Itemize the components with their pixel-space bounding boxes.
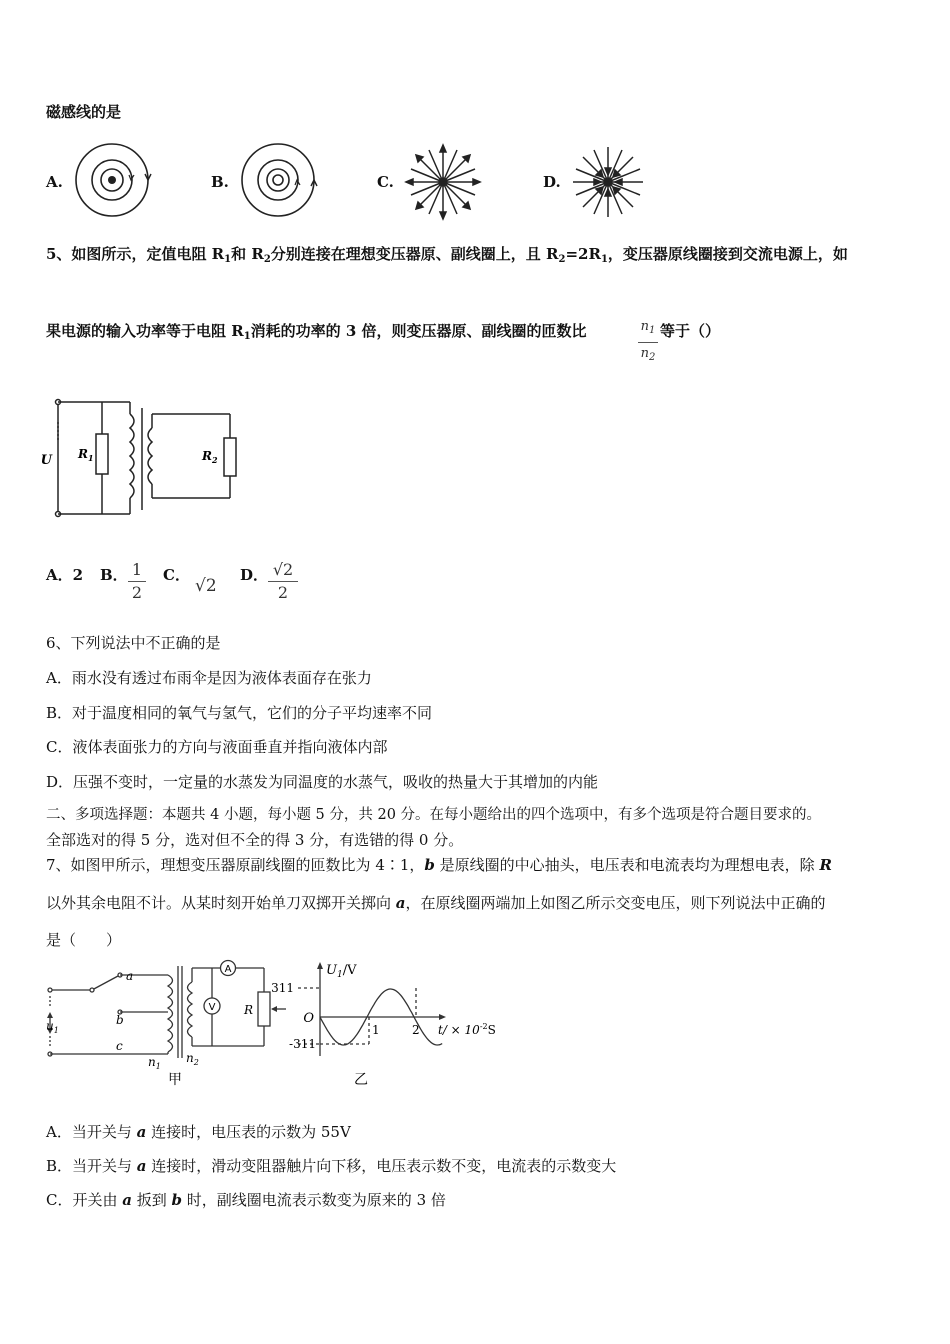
q4-option-b-label: B. xyxy=(211,173,229,191)
ammeter-icon: A xyxy=(224,964,232,975)
q5-answer-c-value: √2 xyxy=(195,576,217,596)
q5-answer-d-fraction: √2 2 xyxy=(268,560,298,603)
q7-option-c: C．开关由 a 扳到 b 时，副线圈电流表示数变为原来的 3 倍 xyxy=(46,1191,446,1209)
q7-graph-ymax-tick: 311 xyxy=(271,981,294,995)
q5-stem-tail: 等于（） xyxy=(660,322,721,340)
section2-instructions-line1: 二、多项选择题：本题共 4 小题，每小题 5 分，共 20 分。在每小题给出的四个选项中，有多个选项是符合题目要求的。 xyxy=(46,807,822,823)
q5-answer-a: A．2 xyxy=(46,566,84,584)
q7-fig-c-label: c xyxy=(116,1039,123,1053)
q5-turns-ratio-fraction: $n_1$ $n_2$ xyxy=(638,317,658,368)
q7-graph-ymin-tick: -311 xyxy=(289,1037,316,1051)
q5-fig-r1-label: $R_1$ xyxy=(78,447,94,463)
q7-stem-line2: 以外其余电阻不计。从某时刻开始单刀双掷开关掷向 a，在原线圈两端加上如图乙所示交变电压，则下列说法中正确的 xyxy=(46,894,826,912)
q7-graph-ylabel: $U_1/V$ xyxy=(326,963,357,980)
q4-stem-tail: 磁感线的是 xyxy=(46,103,122,121)
q5-answer-d-label: D． xyxy=(240,566,269,584)
q7-stem-line3: 是（ ） xyxy=(46,931,122,949)
q7-figure-jia-circuit xyxy=(40,960,300,1090)
q7-graph-tick-2: 2 xyxy=(412,1023,420,1037)
section2-instructions-line2: 全部选对的得 5 分，选对但不全的得 3 分，有选错的得 0 分。 xyxy=(46,831,464,849)
concentric-field-lines-icon-a xyxy=(70,140,160,222)
q7-fig-u1-label: $u_1$ xyxy=(46,1019,59,1035)
q5-fig-u-label: U xyxy=(40,453,52,468)
q5-transformer-circuit-diagram xyxy=(40,392,264,522)
q7-figure-jia-caption: 甲 xyxy=(168,1072,182,1088)
q5-stem-line1: 5、如图所示，定值电阻 $R_1$和 $R_2$分别连接在理想变压器原、副线圈上，且 $R_2=2R_1$，变压器原线圈接到交流电源上，如 xyxy=(46,245,848,265)
q7-fig-a-label: a xyxy=(126,969,134,983)
q6-option-d: D．压强不变时，一定量的水蒸发为同温度的水蒸气，吸收的热量大于其增加的内能 xyxy=(46,773,599,791)
q6-option-a: A．雨水没有透过布雨伞是因为液体表面存在张力 xyxy=(46,669,372,687)
q4-option-d-label: D. xyxy=(543,173,561,191)
q6-stem: 6、下列说法中不正确的是 xyxy=(46,634,221,652)
q5-answer-b-fraction: 1 2 xyxy=(128,560,146,603)
q7-graph-xlabel: $t/ \times 10^{-2}S$ xyxy=(438,1022,496,1037)
radial-field-lines-icon-c xyxy=(405,145,485,221)
radial-field-lines-icon-d xyxy=(570,145,650,221)
q7-fig-r-label: R xyxy=(244,1003,254,1017)
voltmeter-icon: V xyxy=(208,1002,216,1013)
q5-stem-line2: 果电源的输入功率等于电阻 $R_1$消耗的功率的 3 倍，则变压器原、副线圈的匝数比 xyxy=(46,322,587,342)
q5-fig-r2-label: $R_2$ xyxy=(202,449,218,465)
concentric-field-lines-icon-b xyxy=(236,140,326,222)
q4-option-a-label: A. xyxy=(46,173,63,191)
q7-stem-line1: 7、如图甲所示，理想变压器原副线圈的匝数比为 4∶1，b 是原线圈的中心抽头，电压表和电流表均为理想电表，除 R xyxy=(46,856,832,874)
q7-option-a: A．当开关与 a 连接时，电压表的示数为 55V xyxy=(46,1123,351,1141)
q7-figure-yi-voltage-graph xyxy=(271,960,510,1090)
q5-answer-c-label: C． xyxy=(163,566,190,584)
q7-option-b: B．当开关与 a 连接时，滑动变阻器触片向下移，电压表示数不变，电流表的示数变大 xyxy=(46,1157,617,1175)
q6-option-b: B．对于温度相同的氧气与氢气，它们的分子平均速率不同 xyxy=(46,704,433,722)
q7-fig-n1-label: $n_1$ xyxy=(148,1055,161,1071)
q7-graph-tick-1: 1 xyxy=(372,1023,380,1037)
q7-fig-b-label: b xyxy=(116,1013,124,1027)
q7-figure-yi-caption: 乙 xyxy=(354,1072,368,1088)
q7-graph-origin: O xyxy=(303,1011,314,1026)
q7-fig-n2-label: $n_2$ xyxy=(186,1051,199,1067)
q6-option-c: C．液体表面张力的方向与液面垂直并指向液体内部 xyxy=(46,738,388,756)
q4-option-c-label: C. xyxy=(377,173,394,191)
q5-answer-b-label: B． xyxy=(100,566,128,584)
